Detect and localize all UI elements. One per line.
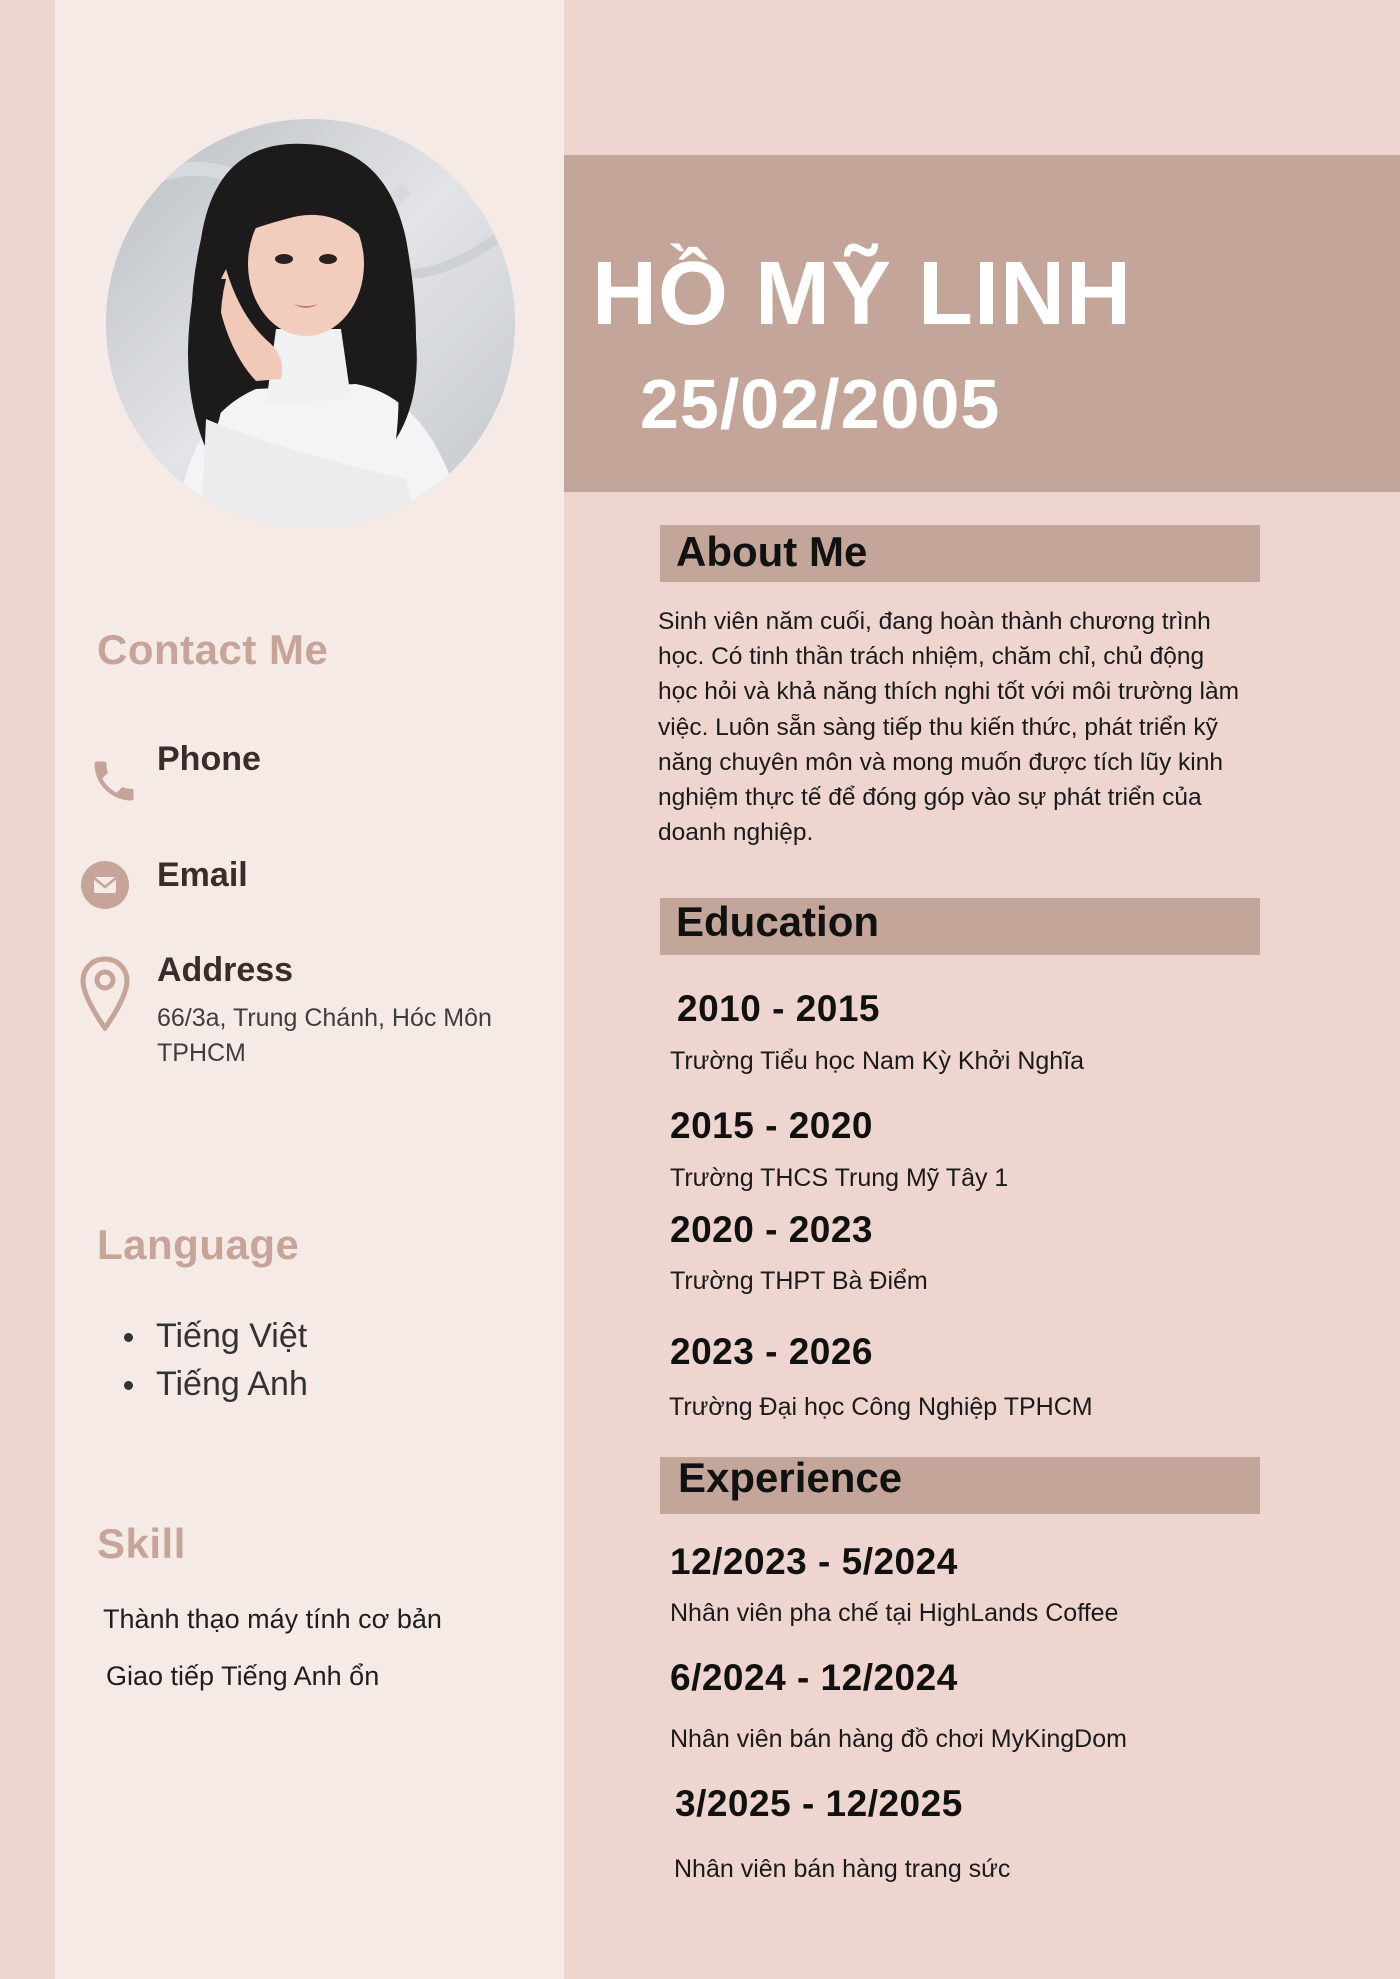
education-period: 2020 - 2023	[670, 1209, 874, 1250]
language-heading: Language	[97, 1221, 300, 1268]
phone-icon	[88, 755, 140, 812]
experience-period: 6/2024 - 12/2024	[670, 1657, 958, 1698]
skill-item: Giao tiếp Tiếng Anh ổn	[106, 1661, 380, 1691]
email-icon	[80, 860, 130, 915]
education-school: Trường THCS Trung Mỹ Tây 1	[670, 1164, 1009, 1192]
education-period: 2023 - 2026	[670, 1331, 874, 1372]
language-list	[118, 1312, 308, 1408]
profile-photo	[106, 119, 515, 528]
education-school: Trường THPT Bà Điểm	[670, 1267, 928, 1295]
contact-phone	[78, 740, 538, 800]
email-label: Email	[157, 856, 248, 894]
skill-heading: Skill	[97, 1520, 186, 1567]
contact-heading: Contact Me	[97, 626, 329, 673]
map-pin-icon	[80, 956, 130, 1036]
about-heading: About Me	[676, 528, 868, 575]
address-value: 66/3a, Trung Chánh, Hóc Môn TPHCM	[157, 1004, 492, 1067]
phone-label: Phone	[157, 740, 261, 778]
person-name: HỒ MỸ LINH	[592, 244, 1132, 344]
education-school: Trường Đại học Công Nghiệp TPHCM	[669, 1393, 1093, 1421]
education-period: 2010 - 2015	[677, 988, 881, 1029]
education-school: Trường Tiểu học Nam Kỳ Khởi Nghĩa	[670, 1047, 1085, 1075]
experience-heading: Experience	[678, 1454, 903, 1501]
skill-item: Thành thạo máy tính cơ bản	[103, 1604, 442, 1634]
education-heading: Education	[676, 898, 880, 945]
experience-period: 12/2023 - 5/2024	[670, 1541, 958, 1582]
experience-period: 3/2025 - 12/2025	[675, 1783, 963, 1824]
education-period: 2015 - 2020	[670, 1105, 874, 1146]
experience-role: Nhân viên bán hàng trang sức	[674, 1855, 1011, 1883]
contact-address	[78, 951, 538, 1067]
experience-role: Nhân viên bán hàng đồ chơi MyKingDom	[670, 1725, 1127, 1753]
address-label: Address	[157, 951, 294, 989]
language-item: Tiếng Anh	[118, 1360, 308, 1408]
contact-email	[78, 856, 538, 916]
experience-role: Nhân viên pha chế tại HighLands Coffee	[670, 1599, 1119, 1627]
date-of-birth: 25/02/2005	[640, 365, 1001, 443]
about-text: Sinh viên năm cuối, đang hoàn thành chương trình học. Có tinh thần trách nhiệm, chăm chỉ, chủ động học hỏi và khả năng thích nghi tốt với môi trường làm việc. Luôn sẵn sàng tiếp thu kiến thức, phát triển kỹ năng chuyên môn và mong muốn được tích lũy kinh nghiệm thực tế để đóng góp vào sự phát triển của doanh nghiệp.	[658, 608, 1240, 847]
language-item: Tiếng Việt	[118, 1312, 308, 1360]
